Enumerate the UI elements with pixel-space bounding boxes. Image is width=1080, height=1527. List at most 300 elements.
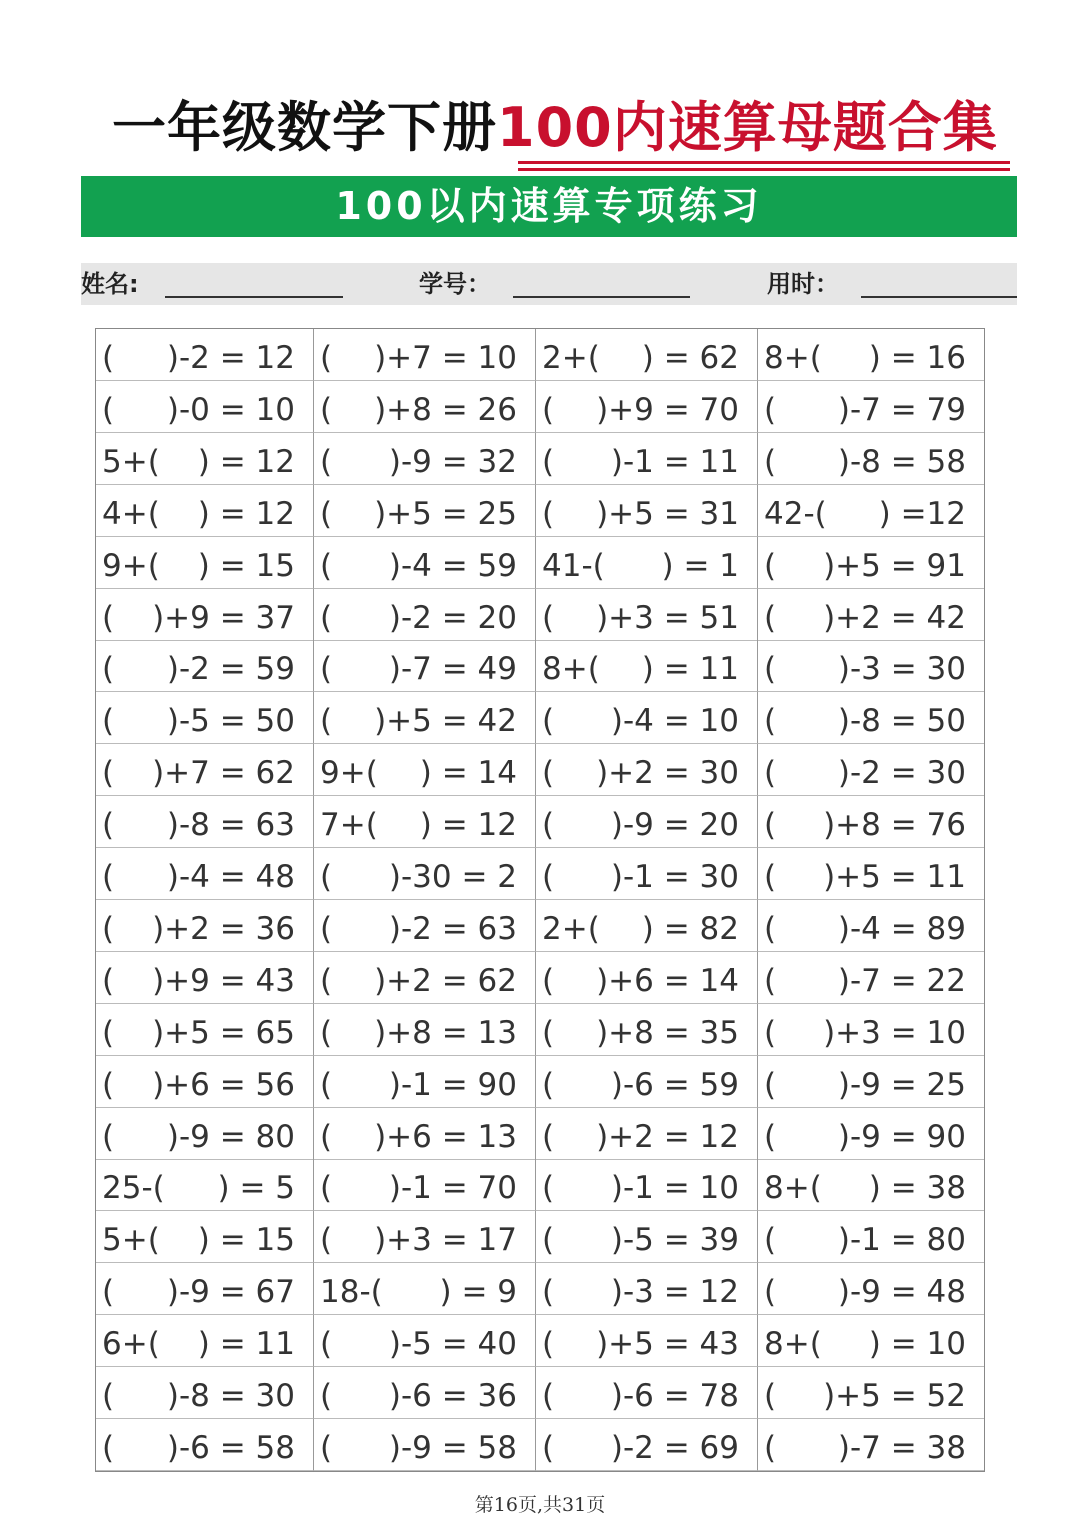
exercise-row — [96, 1211, 984, 1263]
exercise-cell[interactable] — [314, 744, 536, 796]
exercise-suffix: )-6 = 58 — [166, 1429, 295, 1466]
exercise-prefix: ( — [764, 1222, 777, 1259]
exercise-row — [96, 1315, 984, 1367]
exercise-suffix: )+5 = 65 — [152, 1014, 295, 1051]
exercise-cell[interactable] — [314, 640, 536, 692]
exercise-row — [96, 537, 984, 589]
exercise-cell[interactable] — [758, 1159, 984, 1211]
time-used-field[interactable] — [861, 296, 1017, 298]
exercise-prefix: 8+( — [764, 1326, 822, 1363]
exercise-cell[interactable] — [758, 796, 984, 848]
exercise-cell[interactable] — [536, 848, 758, 900]
exercise-suffix: )-2 = 30 — [837, 755, 966, 792]
name-label: 姓名: — [81, 270, 139, 298]
exercise-suffix: )+9 = 70 — [596, 391, 739, 428]
exercise-row — [96, 329, 984, 381]
exercise-grid — [95, 328, 985, 1472]
exercise-row — [96, 692, 984, 744]
exercise-row — [96, 1004, 984, 1056]
exercise-cell[interactable] — [536, 796, 758, 848]
exercise-cell[interactable] — [536, 485, 758, 537]
exercise-prefix: ( — [542, 755, 555, 792]
exercise-prefix: 9+( — [102, 547, 160, 584]
exercise-prefix: ( — [542, 1274, 555, 1311]
exercise-prefix: ( — [102, 1118, 115, 1155]
exercise-cell[interactable] — [96, 1004, 314, 1056]
exercise-prefix: 8+( — [542, 651, 600, 688]
exercise-prefix: ( — [320, 1222, 333, 1259]
exercise-suffix: )+8 = 26 — [374, 391, 517, 428]
exercise-prefix: ( — [542, 443, 555, 480]
exercise-suffix: )-2 = 69 — [610, 1429, 739, 1466]
exercise-prefix: ( — [320, 495, 333, 532]
exercise-prefix: ( — [542, 495, 555, 532]
exercise-suffix: )-8 = 50 — [837, 703, 966, 740]
exercise-prefix: ( — [102, 1378, 115, 1414]
exercise-cell[interactable] — [96, 1263, 314, 1315]
exercise-prefix: ( — [542, 1222, 555, 1259]
exercise-suffix: )+7 = 10 — [374, 340, 517, 376]
exercise-row — [96, 900, 984, 952]
student-id-field[interactable] — [513, 296, 690, 298]
title-main: 一年级数学下册 — [112, 96, 497, 159]
exercise-prefix: ( — [764, 1378, 777, 1414]
exercise-prefix: ( — [102, 703, 115, 740]
exercise-cell[interactable] — [758, 744, 984, 796]
exercise-cell[interactable] — [536, 692, 758, 744]
exercise-row — [96, 640, 984, 692]
exercise-prefix: 25-( — [102, 1170, 165, 1207]
exercise-cell[interactable] — [314, 433, 536, 485]
exercise-suffix: )+5 = 31 — [596, 495, 739, 532]
exercise-prefix: ( — [102, 651, 115, 688]
exercise-prefix: ( — [542, 1118, 555, 1155]
exercise-prefix: ( — [102, 755, 115, 792]
page-number: 第16页,共31页 — [474, 1494, 606, 1516]
exercise-row — [96, 1056, 984, 1108]
exercise-prefix: ( — [764, 1118, 777, 1155]
exercise-prefix: ( — [102, 599, 115, 636]
exercise-suffix: )-6 = 36 — [388, 1378, 517, 1414]
exercise-prefix: 4+( — [102, 495, 160, 532]
exercise-prefix: 6+( — [102, 1326, 160, 1363]
student-info-bar — [81, 263, 1017, 305]
exercise-prefix: ( — [542, 1378, 555, 1414]
exercise-cell[interactable] — [314, 1211, 536, 1263]
exercise-row — [96, 848, 984, 900]
exercise-suffix: ) = 11 — [641, 651, 739, 688]
exercise-suffix: ) = 15 — [197, 547, 295, 584]
exercise-cell[interactable] — [314, 1159, 536, 1211]
exercise-cell[interactable] — [758, 1108, 984, 1160]
exercise-row — [96, 485, 984, 537]
exercise-cell[interactable] — [536, 900, 758, 952]
exercise-prefix: ( — [320, 1326, 333, 1363]
exercise-suffix: ) = 10 — [868, 1326, 966, 1363]
exercise-cell[interactable] — [758, 1004, 984, 1056]
exercise-prefix: ( — [320, 1014, 333, 1051]
exercise-cell[interactable] — [314, 1315, 536, 1367]
exercise-cell[interactable] — [758, 1056, 984, 1108]
exercise-prefix: ( — [764, 1274, 777, 1311]
time-used-label: 用时： — [767, 270, 839, 298]
exercise-suffix: )+2 = 36 — [152, 910, 295, 947]
exercise-cell[interactable] — [536, 1263, 758, 1315]
exercise-cell[interactable] — [758, 900, 984, 952]
exercise-cell[interactable] — [96, 952, 314, 1004]
exercise-prefix: 8+( — [764, 1170, 822, 1207]
exercise-cell[interactable] — [536, 589, 758, 641]
exercise-cell[interactable] — [758, 640, 984, 692]
exercise-suffix: )+6 = 13 — [374, 1118, 517, 1155]
exercise-cell[interactable] — [96, 900, 314, 952]
exercise-suffix: )+3 = 51 — [596, 599, 739, 636]
exercise-cell[interactable] — [314, 848, 536, 900]
exercise-prefix: ( — [764, 962, 777, 999]
exercise-prefix: ( — [764, 807, 777, 844]
exercise-prefix: ( — [542, 807, 555, 844]
exercise-row — [96, 1159, 984, 1211]
exercise-suffix: ) = 12 — [197, 443, 295, 480]
exercise-suffix: )+5 = 25 — [374, 495, 517, 532]
exercise-suffix: ) = 12 — [419, 807, 517, 844]
exercise-suffix: )-1 = 90 — [388, 1066, 517, 1103]
exercise-suffix: ) = 38 — [868, 1170, 966, 1207]
exercise-suffix: )+5 = 91 — [823, 547, 966, 584]
exercise-suffix: )-7 = 22 — [837, 962, 966, 999]
exercise-cell[interactable] — [758, 485, 984, 537]
exercise-prefix: ( — [102, 859, 115, 895]
exercise-cell[interactable] — [314, 381, 536, 433]
exercise-cell[interactable] — [536, 640, 758, 692]
student-id-label: 学号： — [419, 270, 491, 298]
exercise-suffix: )-7 = 38 — [837, 1429, 966, 1466]
exercise-prefix: ( — [542, 962, 555, 999]
exercise-prefix: ( — [102, 1066, 115, 1103]
exercise-suffix: )-5 = 50 — [166, 703, 295, 740]
exercise-prefix: ( — [542, 1429, 555, 1466]
exercise-cell[interactable] — [758, 329, 984, 381]
exercise-suffix: )-7 = 49 — [388, 651, 517, 688]
exercise-cell[interactable] — [314, 1263, 536, 1315]
exercise-cell[interactable] — [758, 1367, 984, 1419]
exercise-prefix: 5+( — [102, 1222, 160, 1259]
exercise-prefix: 42-( — [764, 495, 827, 532]
exercise-cell[interactable] — [536, 1159, 758, 1211]
exercise-prefix: 7+( — [320, 807, 378, 844]
exercise-row — [96, 433, 984, 485]
exercise-prefix: ( — [320, 859, 333, 895]
exercise-suffix: )-9 = 48 — [837, 1274, 966, 1311]
exercise-suffix: )-9 = 58 — [388, 1429, 517, 1466]
exercise-prefix: ( — [764, 1066, 777, 1103]
exercise-suffix: )-1 = 11 — [610, 443, 739, 480]
exercise-cell[interactable] — [96, 1315, 314, 1367]
exercise-prefix: 41-( — [542, 547, 605, 584]
exercise-suffix: )-1 = 80 — [837, 1222, 966, 1259]
exercise-row — [96, 1419, 984, 1471]
exercise-prefix: ( — [542, 703, 555, 740]
exercise-suffix: )-2 = 63 — [388, 910, 517, 947]
exercise-cell[interactable] — [536, 1367, 758, 1419]
exercise-cell[interactable] — [758, 1263, 984, 1315]
exercise-cell[interactable] — [536, 329, 758, 381]
exercise-prefix: ( — [764, 859, 777, 895]
exercise-cell[interactable] — [96, 796, 314, 848]
exercise-cell[interactable] — [758, 433, 984, 485]
exercise-suffix: )+5 = 42 — [374, 703, 517, 740]
exercise-suffix: )-2 = 20 — [388, 599, 517, 636]
exercise-prefix: ( — [320, 391, 333, 428]
exercise-cell[interactable] — [758, 952, 984, 1004]
exercise-cell[interactable] — [536, 952, 758, 1004]
exercise-suffix: )+9 = 43 — [152, 962, 295, 999]
exercise-cell[interactable] — [314, 485, 536, 537]
exercise-cell[interactable] — [758, 692, 984, 744]
exercise-cell[interactable] — [96, 1056, 314, 1108]
exercise-suffix: )-4 = 48 — [166, 859, 295, 895]
exercise-prefix: 18-( — [320, 1274, 383, 1311]
title-underline — [518, 161, 1010, 164]
exercise-cell[interactable] — [758, 589, 984, 641]
page-title — [112, 92, 1032, 172]
exercise-prefix: ( — [102, 1429, 115, 1466]
exercise-row — [96, 1263, 984, 1315]
exercise-suffix: )+3 = 17 — [374, 1222, 517, 1259]
exercise-cell[interactable] — [536, 1056, 758, 1108]
exercise-suffix: )-9 = 80 — [166, 1118, 295, 1155]
exercise-prefix: ( — [764, 651, 777, 688]
exercise-prefix: ( — [542, 1014, 555, 1051]
exercise-prefix: ( — [542, 1170, 555, 1207]
exercise-prefix: ( — [102, 340, 115, 376]
exercise-prefix: ( — [542, 1066, 555, 1103]
exercise-cell[interactable] — [536, 537, 758, 589]
exercise-suffix: )-9 = 67 — [166, 1274, 295, 1311]
exercise-prefix: 8+( — [764, 340, 822, 376]
exercise-prefix: ( — [320, 703, 333, 740]
exercise-prefix: ( — [102, 910, 115, 947]
exercise-cell[interactable] — [314, 329, 536, 381]
exercise-cell[interactable] — [96, 1211, 314, 1263]
exercise-suffix: )-7 = 79 — [837, 391, 966, 428]
exercise-cell[interactable] — [96, 537, 314, 589]
exercise-prefix: ( — [320, 547, 333, 584]
exercise-suffix: )-4 = 10 — [610, 703, 739, 740]
exercise-cell[interactable] — [536, 1108, 758, 1160]
exercise-suffix: ) = 15 — [197, 1222, 295, 1259]
exercise-prefix: ( — [320, 599, 333, 636]
exercise-suffix: ) = 1 — [661, 547, 739, 584]
exercise-prefix: 9+( — [320, 755, 378, 792]
exercise-suffix: )+8 = 76 — [823, 807, 966, 844]
exercise-row — [96, 952, 984, 1004]
exercise-suffix: )-6 = 78 — [610, 1378, 739, 1414]
exercise-cell[interactable] — [314, 900, 536, 952]
exercise-prefix: ( — [542, 1326, 555, 1363]
exercise-cell[interactable] — [314, 1004, 536, 1056]
exercise-cell[interactable] — [758, 381, 984, 433]
exercise-suffix: )-6 = 59 — [610, 1066, 739, 1103]
exercise-row — [96, 381, 984, 433]
exercise-suffix: )-4 = 89 — [837, 910, 966, 947]
exercise-suffix: ) = 12 — [197, 495, 295, 532]
exercise-cell[interactable] — [96, 329, 314, 381]
exercise-cell[interactable] — [96, 1419, 314, 1471]
exercise-suffix: )-8 = 30 — [166, 1378, 295, 1414]
exercise-suffix: )+8 = 35 — [596, 1014, 739, 1051]
exercise-suffix: )+7 = 62 — [152, 755, 295, 792]
exercise-suffix: )+2 = 12 — [596, 1118, 739, 1155]
exercise-cell[interactable] — [314, 1419, 536, 1471]
exercise-suffix: ) = 62 — [641, 340, 739, 376]
exercise-cell[interactable] — [314, 796, 536, 848]
exercise-cell[interactable] — [96, 433, 314, 485]
exercise-suffix: )-1 = 70 — [388, 1170, 517, 1207]
exercise-suffix: )+8 = 13 — [374, 1014, 517, 1051]
exercise-prefix: ( — [320, 962, 333, 999]
exercise-prefix: ( — [320, 651, 333, 688]
exercise-suffix: )+2 = 42 — [823, 599, 966, 636]
exercise-prefix: 2+( — [542, 340, 600, 376]
exercise-suffix: )-2 = 59 — [166, 651, 295, 688]
exercise-cell[interactable] — [536, 1419, 758, 1471]
exercise-suffix: )-9 = 20 — [610, 807, 739, 844]
exercise-suffix: )-3 = 12 — [610, 1274, 739, 1311]
exercise-suffix: )+2 = 30 — [596, 755, 739, 792]
exercise-suffix: )+6 = 14 — [596, 962, 739, 999]
exercise-cell[interactable] — [758, 848, 984, 900]
exercise-cell[interactable] — [314, 537, 536, 589]
exercise-cell[interactable] — [536, 1004, 758, 1056]
exercise-suffix: )-9 = 32 — [388, 443, 517, 480]
exercise-prefix: ( — [764, 755, 777, 792]
exercise-cell[interactable] — [96, 381, 314, 433]
exercise-cell[interactable] — [96, 640, 314, 692]
exercise-suffix: )-1 = 30 — [610, 859, 739, 895]
exercise-row — [96, 589, 984, 641]
exercise-cell[interactable] — [96, 1159, 314, 1211]
title-underline — [518, 168, 1010, 171]
exercise-suffix: )-0 = 10 — [166, 391, 295, 428]
exercise-suffix: ) = 16 — [868, 340, 966, 376]
exercise-prefix: ( — [320, 443, 333, 480]
exercise-prefix: ( — [764, 547, 777, 584]
exercise-cell[interactable] — [758, 1419, 984, 1471]
exercise-prefix: ( — [320, 1170, 333, 1207]
exercise-suffix: )-9 = 25 — [837, 1066, 966, 1103]
exercise-suffix: )+5 = 11 — [823, 859, 966, 895]
exercise-cell[interactable] — [96, 848, 314, 900]
exercise-prefix: ( — [764, 703, 777, 740]
exercise-suffix: ) =12 — [878, 495, 966, 532]
exercise-cell[interactable] — [96, 692, 314, 744]
exercise-suffix: ) = 5 — [217, 1170, 295, 1207]
exercise-cell[interactable] — [536, 1315, 758, 1367]
exercise-prefix: ( — [320, 1429, 333, 1466]
exercise-suffix: )+2 = 62 — [374, 962, 517, 999]
exercise-cell[interactable] — [314, 692, 536, 744]
exercise-suffix: )+6 = 56 — [152, 1066, 295, 1103]
exercise-row — [96, 796, 984, 848]
exercise-suffix: )+5 = 52 — [823, 1378, 966, 1414]
exercise-cell[interactable] — [96, 744, 314, 796]
exercise-cell[interactable] — [758, 537, 984, 589]
name-field[interactable] — [165, 296, 343, 298]
exercise-prefix: ( — [764, 1429, 777, 1466]
exercise-suffix: )+3 = 10 — [823, 1014, 966, 1051]
exercise-cell[interactable] — [536, 744, 758, 796]
exercise-cell[interactable] — [314, 589, 536, 641]
exercise-prefix: ( — [320, 1118, 333, 1155]
exercise-prefix: ( — [764, 1014, 777, 1051]
exercise-cell[interactable] — [758, 1315, 984, 1367]
exercise-prefix: ( — [320, 340, 333, 376]
exercise-prefix: ( — [542, 599, 555, 636]
exercise-suffix: )+9 = 37 — [152, 599, 295, 636]
exercise-prefix: ( — [102, 962, 115, 999]
exercise-suffix: )-3 = 30 — [837, 651, 966, 688]
exercise-suffix: )-8 = 58 — [837, 443, 966, 480]
exercise-prefix: ( — [102, 1274, 115, 1311]
exercise-prefix: ( — [320, 1066, 333, 1103]
exercise-suffix: )-30 = 2 — [388, 859, 517, 895]
exercise-suffix: )-4 = 59 — [388, 547, 517, 584]
exercise-cell[interactable] — [758, 1211, 984, 1263]
exercise-prefix: ( — [102, 1014, 115, 1051]
exercise-prefix: ( — [320, 910, 333, 947]
exercise-suffix: ) = 11 — [197, 1326, 295, 1363]
exercise-suffix: )+5 = 43 — [596, 1326, 739, 1363]
exercise-prefix: ( — [764, 391, 777, 428]
exercise-cell[interactable] — [536, 381, 758, 433]
exercise-prefix: ( — [764, 599, 777, 636]
exercise-row — [96, 744, 984, 796]
exercise-row — [96, 1108, 984, 1160]
exercise-prefix: ( — [320, 1378, 333, 1414]
exercise-prefix: ( — [102, 807, 115, 844]
exercise-suffix: )-9 = 90 — [837, 1118, 966, 1155]
exercise-cell[interactable] — [314, 952, 536, 1004]
exercise-cell[interactable] — [314, 1108, 536, 1160]
exercise-suffix: )-5 = 39 — [610, 1222, 739, 1259]
section-banner: 100以内速算专项练习 — [81, 176, 1017, 237]
exercise-cell[interactable] — [96, 1367, 314, 1419]
exercise-prefix: 5+( — [102, 443, 160, 480]
exercise-suffix: ) = 14 — [419, 755, 517, 792]
exercise-prefix: ( — [102, 391, 115, 428]
exercise-cell[interactable] — [536, 1211, 758, 1263]
exercise-prefix: ( — [542, 391, 555, 428]
exercise-cell[interactable] — [536, 433, 758, 485]
exercise-cell[interactable] — [314, 1056, 536, 1108]
exercise-suffix: )-8 = 63 — [166, 807, 295, 844]
exercise-prefix: 2+( — [542, 910, 600, 947]
exercise-row — [96, 1367, 984, 1419]
exercise-suffix: )-1 = 10 — [610, 1170, 739, 1207]
exercise-prefix: ( — [542, 859, 555, 895]
exercise-cell[interactable] — [96, 485, 314, 537]
exercise-prefix: ( — [764, 910, 777, 947]
exercise-suffix: ) = 82 — [641, 910, 739, 947]
exercise-suffix: )-2 = 12 — [166, 340, 295, 376]
title-accent: 100内速算母题合集 — [497, 96, 998, 159]
exercise-prefix: ( — [764, 443, 777, 480]
exercise-cell[interactable] — [96, 1108, 314, 1160]
exercise-cell[interactable] — [314, 1367, 536, 1419]
exercise-cell[interactable] — [96, 589, 314, 641]
exercise-suffix: )-5 = 40 — [388, 1326, 517, 1363]
